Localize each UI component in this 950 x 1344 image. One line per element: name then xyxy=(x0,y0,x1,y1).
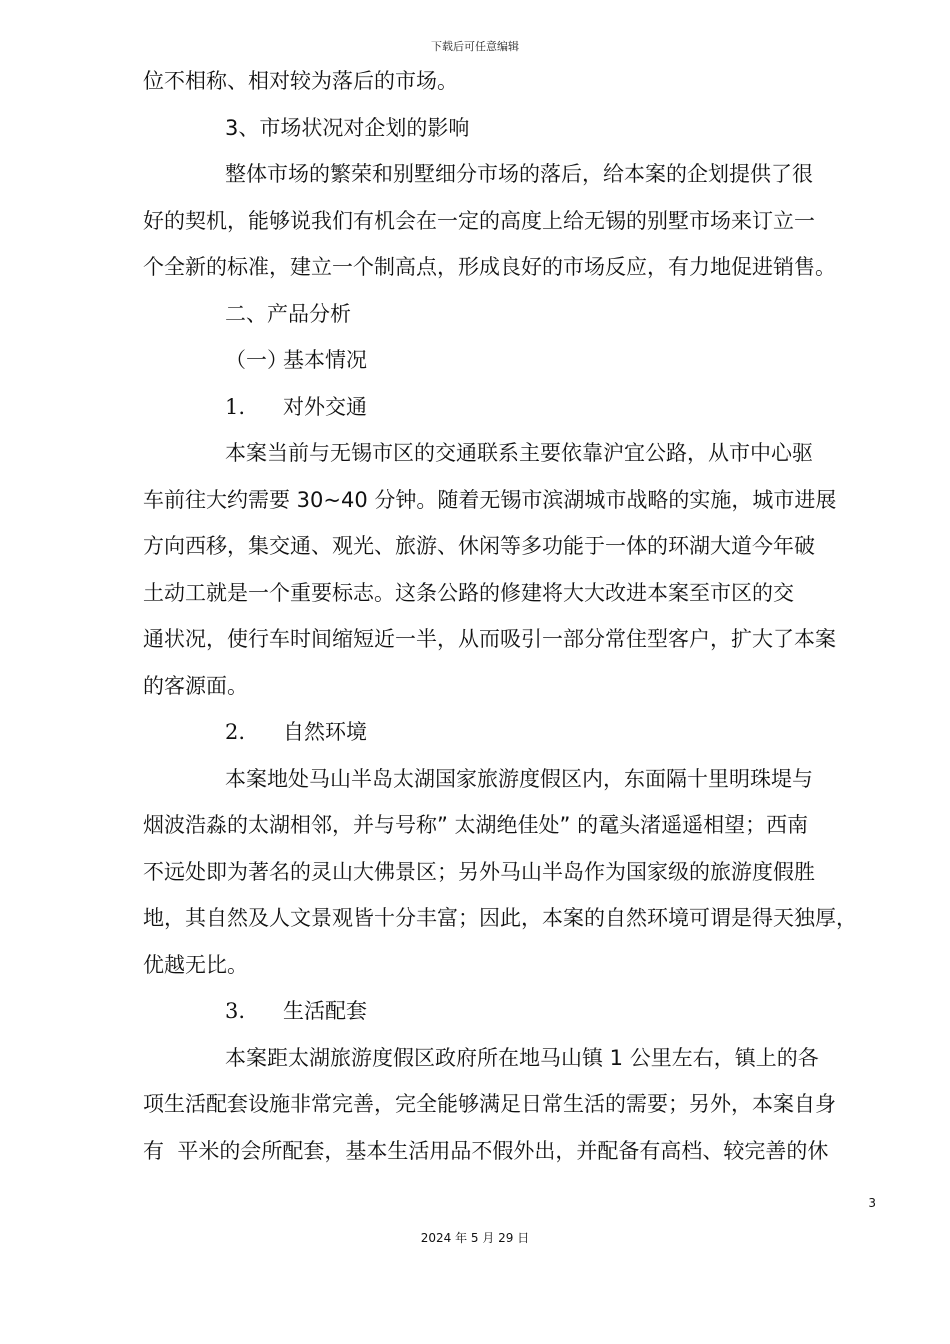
heading-text: 基本情况 xyxy=(283,348,367,372)
page-footer-date: 2024 年 5 月 29 日 xyxy=(420,1231,530,1245)
paragraph-line: 位不相称、相对较为落后的市场。 xyxy=(143,69,458,93)
paragraph-line: 车前往大约需要 30~40 分钟。随着无锡市滨湖城市战略的实施，城市进展 xyxy=(143,487,837,512)
paragraph-line: 本案地处马山半岛太湖国家旅游度假区内，东面隔十里明珠堤与 xyxy=(225,766,813,791)
paragraph-line: 好的契机，能够说我们有机会在一定的高度上给无锡的别墅市场来订立一 xyxy=(143,208,815,233)
section-marker: （一） xyxy=(225,348,288,372)
paragraph-line: 的客源面。 xyxy=(143,673,248,698)
heading-text: 生活配套 xyxy=(283,999,367,1023)
paragraph-line: 土动工就是一个重要标志。这条公路的修建将大大改进本案至市区的交 xyxy=(143,580,794,605)
paragraph-line: 整体市场的繁荣和别墅细分市场的落后，给本案的企划提供了很 xyxy=(225,162,813,186)
heading-text: 自然环境 xyxy=(283,720,367,744)
item-marker: 1. xyxy=(225,394,246,419)
paragraph-line: 不远处即为著名的灵山大佛景区；另外马山半岛作为国家级的旅游度假胜 xyxy=(143,859,815,884)
paragraph-line: 项生活配套设施非常完善，完全能够满足日常生活的需要；另外，本案自身 xyxy=(143,1092,836,1116)
item-heading xyxy=(143,386,883,433)
paragraph-line: 个全新的标准，建立一个制高点，形成良好的市场反应，有力地促进销售。 xyxy=(143,255,836,279)
item-heading xyxy=(143,990,883,1037)
item-heading xyxy=(143,711,883,758)
document-body xyxy=(143,60,883,1176)
item-marker: 3. xyxy=(225,999,246,1023)
paragraph-line: 优越无比。 xyxy=(143,952,248,977)
paragraph-line: 烟波浩淼的太湖相邻，并与号称” 太湖绝佳处” 的鼋头渚遥遥相望；西南 xyxy=(143,813,809,837)
paragraph-line: 本案当前与无锡市区的交通联系主要依靠沪宜公路，从市中心驱 xyxy=(225,441,813,465)
paragraph-line: 通状况，使行车时间缩短近一半，从而吸引一部分常住型客户，扩大了本案 xyxy=(143,627,836,651)
paragraph-line: 地，其自然及人文景观皆十分丰富；因此，本案的自然环境可谓是得天独厚， xyxy=(143,906,857,930)
subsection-heading: 3、市场状况对企划的影响 xyxy=(225,115,470,140)
item-marker: 2. xyxy=(225,720,246,744)
subsection-heading xyxy=(143,339,883,386)
section-heading: 二、产品分析 xyxy=(225,301,351,326)
paragraph-line: 有 平米的会所配套，基本生活用品不假外出，并配备有高档、较完善的休 xyxy=(143,1138,829,1163)
paragraph-line: 本案距太湖旅游度假区政府所在地马山镇 1 公里左右，镇上的各 xyxy=(225,1045,819,1070)
paragraph-line: 方向西移，集交通、观光、旅游、休闲等多功能于一体的环湖大道今年破 xyxy=(143,534,815,558)
page-header: 下载后可任意编辑 xyxy=(431,40,519,53)
heading-text: 对外交通 xyxy=(283,394,367,419)
page-number: 3 xyxy=(868,1196,876,1210)
